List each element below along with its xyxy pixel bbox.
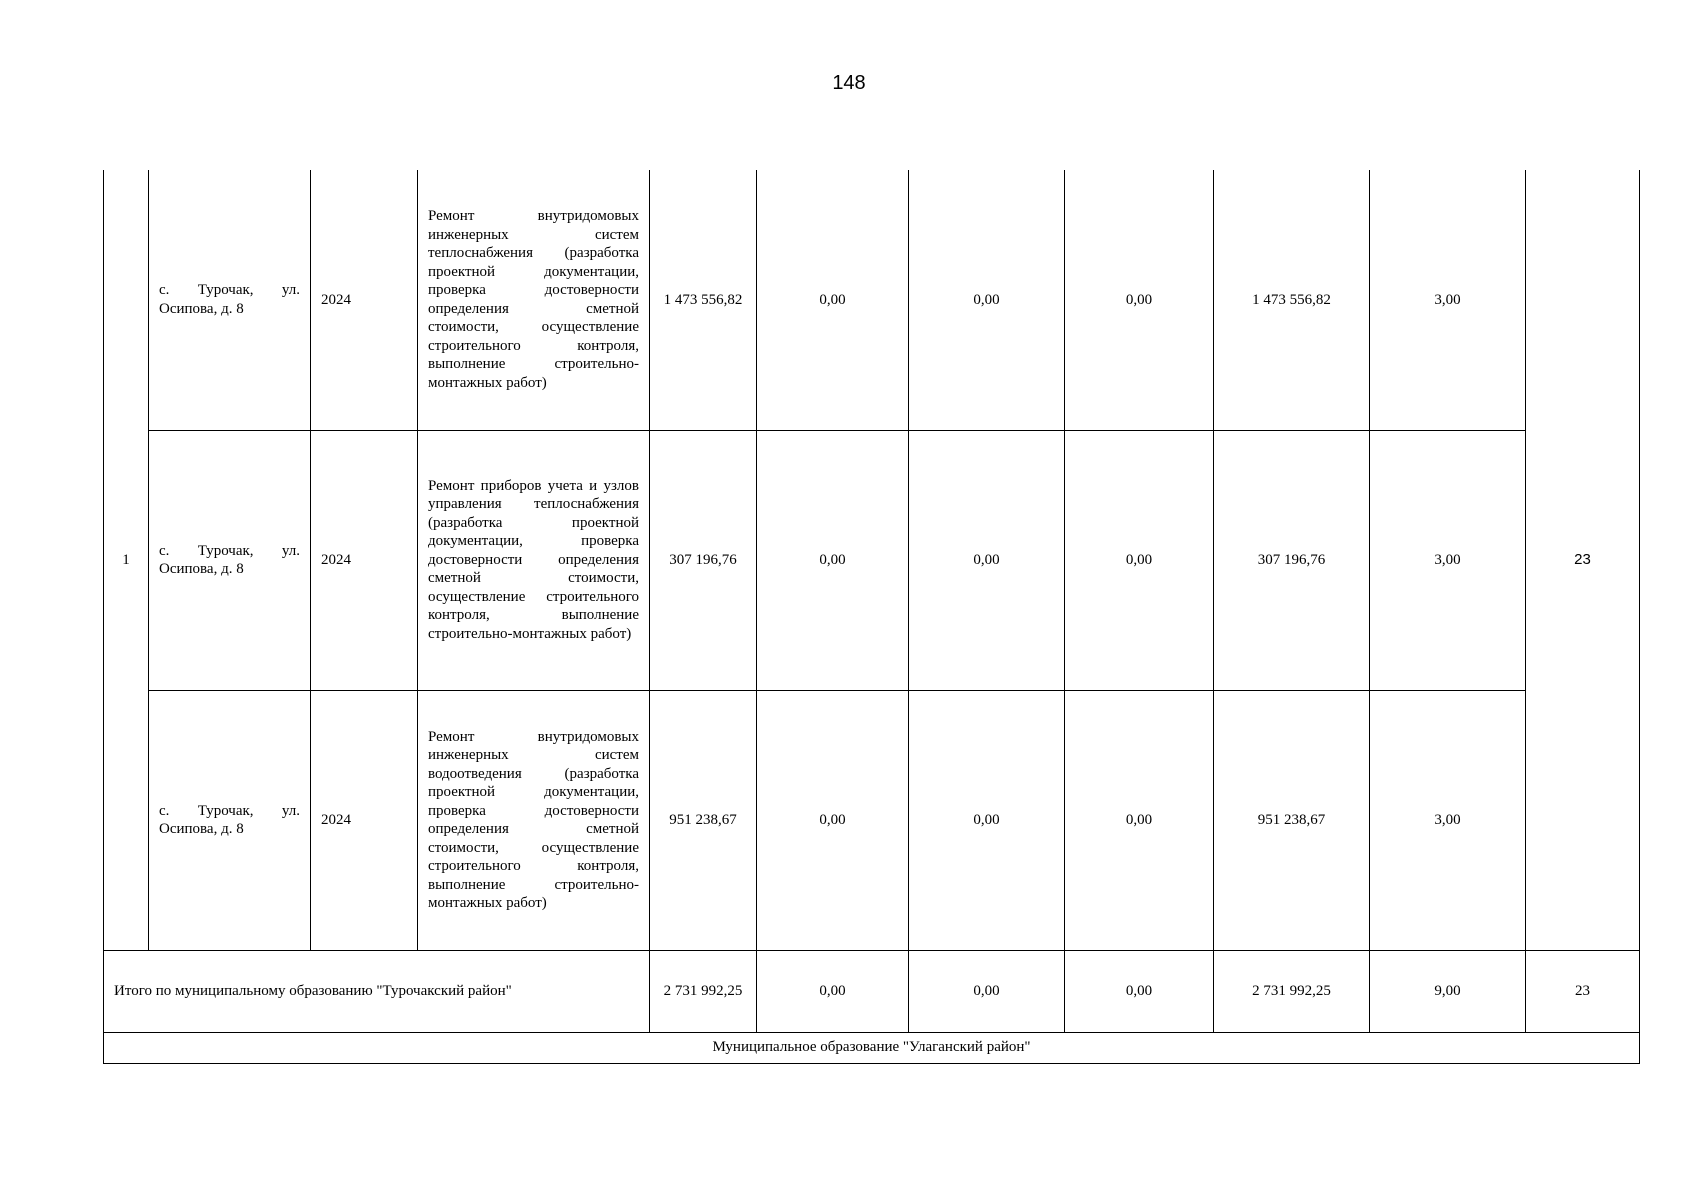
program-table (103, 170, 1640, 1064)
fund-b: 0,00 (909, 690, 1065, 950)
fund-a: 0,00 (757, 170, 909, 430)
fund-d: 2 731 992,25 (1214, 950, 1370, 1032)
rate-cell: 9,00 (1370, 950, 1526, 1032)
rate-cell: 3,00 (1370, 430, 1526, 690)
fund-a: 0,00 (757, 950, 909, 1032)
total-cost: 1 473 556,82 (650, 170, 757, 430)
total-label: Итого по муниципальному образованию "Турочакский район" (104, 950, 650, 1032)
address-cell: с. Турочак, ул. Осипова, д. 8 (149, 170, 311, 430)
total-row (104, 950, 1640, 1032)
table-row (104, 170, 1640, 430)
fund-b: 0,00 (909, 430, 1065, 690)
section-row (104, 1032, 1640, 1063)
rate-cell: 3,00 (1370, 690, 1526, 950)
section-heading: Муниципальное образование "Улаганский район" (104, 1032, 1640, 1063)
year-cell: 2024 (311, 170, 418, 430)
total-count: 23 (1526, 950, 1640, 1032)
fund-c: 0,00 (1065, 950, 1214, 1032)
row-number: 1 (104, 170, 149, 950)
fund-d: 951 238,67 (1214, 690, 1370, 950)
address-cell: с. Турочак, ул. Осипова, д. 8 (149, 690, 311, 950)
fund-a: 0,00 (757, 690, 909, 950)
total-cost: 2 731 992,25 (650, 950, 757, 1032)
address-cell: с. Турочак, ул. Осипова, д. 8 (149, 430, 311, 690)
fund-b: 0,00 (909, 950, 1065, 1032)
fund-d: 1 473 556,82 (1214, 170, 1370, 430)
table-row (104, 430, 1640, 690)
fund-d: 307 196,76 (1214, 430, 1370, 690)
page-number: 148 (832, 72, 866, 94)
fund-b: 0,00 (909, 170, 1065, 430)
year-cell: 2024 (311, 690, 418, 950)
work-description: Ремонт внутридомовых инженерных систем теплоснабжения (разработка проектной документации, проверка достоверности определения сметной стоимости, осуществление строительного контроля, выполнение строительно-монтажных работ) (418, 170, 650, 430)
year-cell: 2024 (311, 430, 418, 690)
total-cost: 307 196,76 (650, 430, 757, 690)
work-description: Ремонт внутридомовых инженерных систем водоотведения (разработка проектной документации, проверка достоверности определения сметной стоимости, осуществление строительного контроля, выполнение строительно-монтажных работ) (418, 690, 650, 950)
work-description: Ремонт приборов учета и узлов управления теплоснабжения (разработка проектной документации, проверка достоверности определения сметной стоимости, осуществление строительного контроля, выполнение строительно-монтажных работ) (418, 430, 650, 690)
fund-c: 0,00 (1065, 690, 1214, 950)
fund-a: 0,00 (757, 430, 909, 690)
fund-c: 0,00 (1065, 170, 1214, 430)
rate-cell: 3,00 (1370, 170, 1526, 430)
table-row (104, 690, 1640, 950)
group-value: 23 (1526, 170, 1640, 950)
fund-c: 0,00 (1065, 430, 1214, 690)
total-cost: 951 238,67 (650, 690, 757, 950)
